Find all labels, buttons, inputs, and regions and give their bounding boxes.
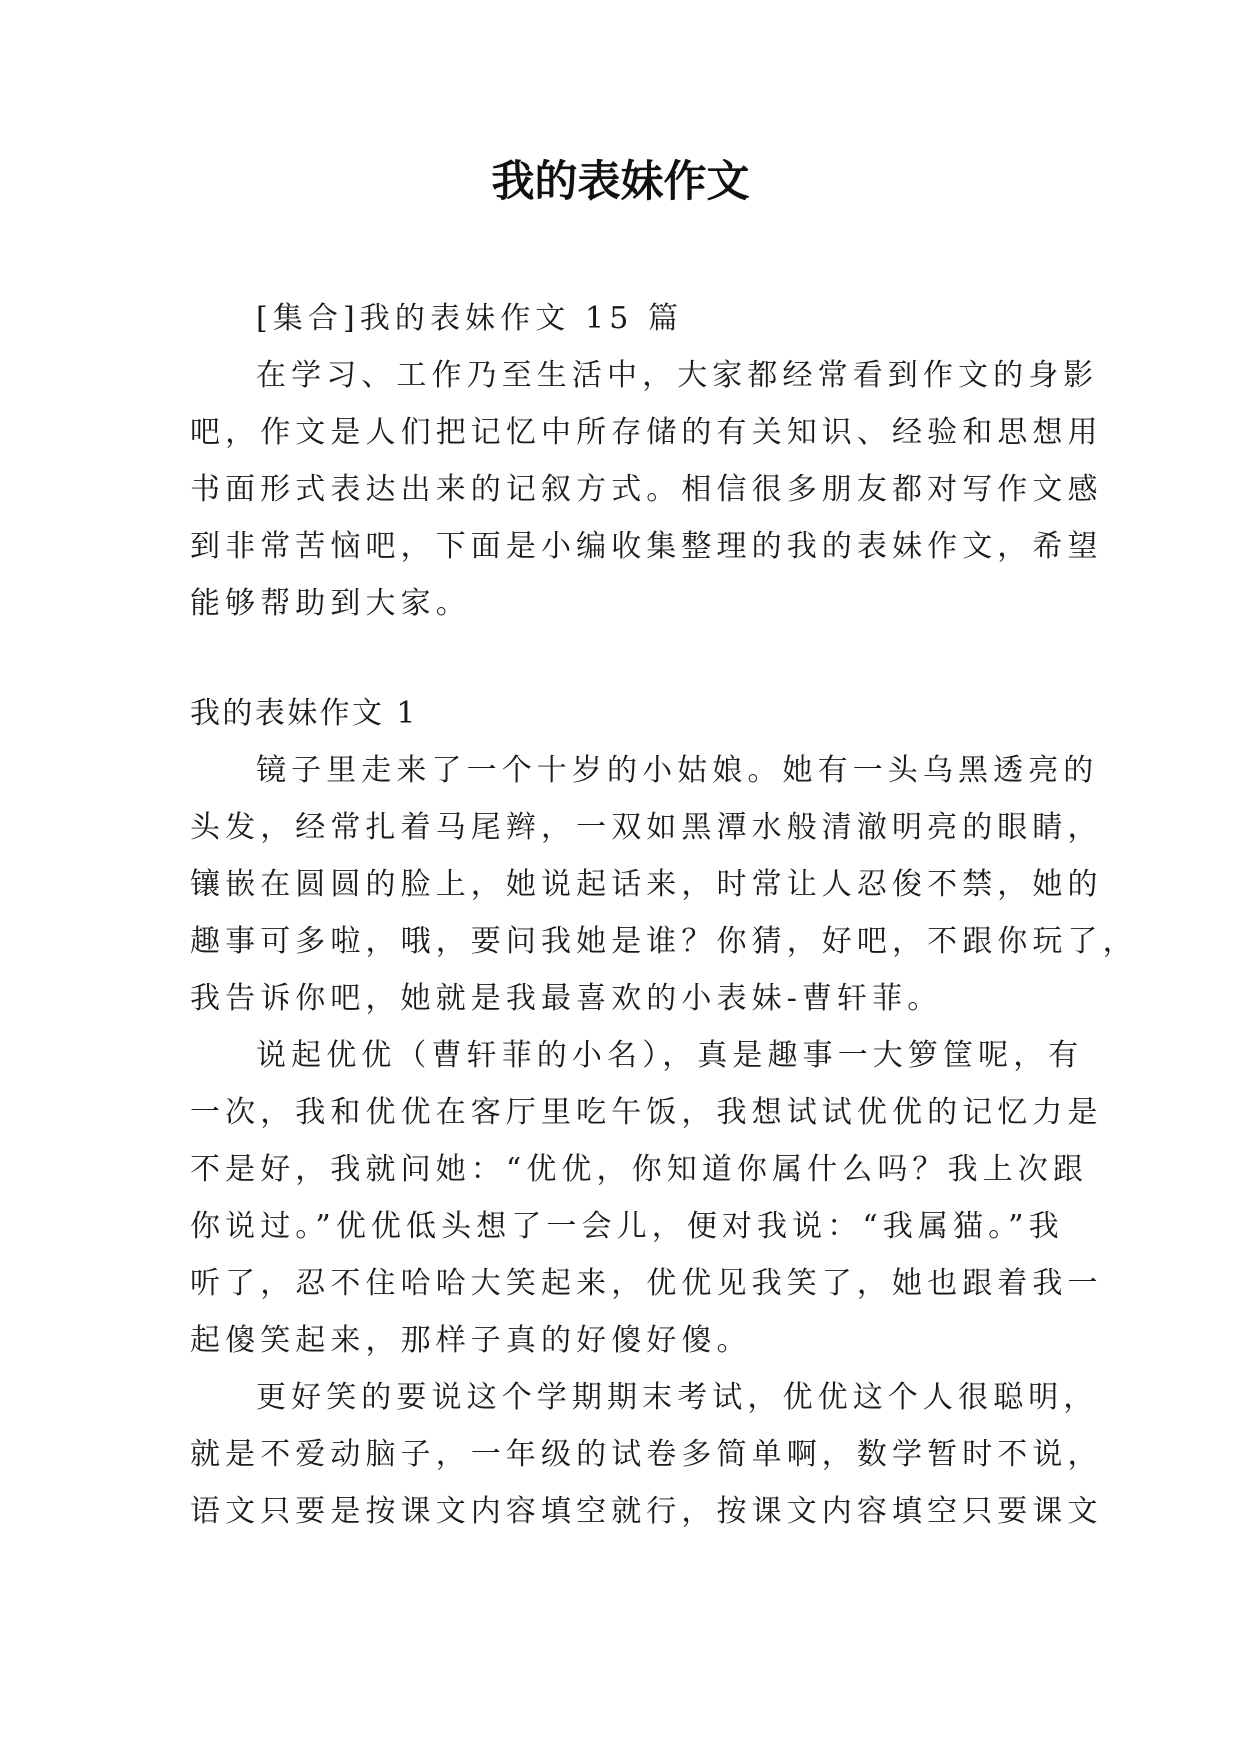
intro-line: 到非常苦恼吧，下面是小编收集整理的我的表妹作文，希望 <box>190 529 1103 564</box>
paragraph-1 <box>190 742 1138 1027</box>
document-body <box>190 290 1138 1540</box>
paragraph-line: 更好笑的要说这个学期期末考试，优优这个人很聪明， <box>256 1380 1099 1415</box>
document-subtitle: [集合]我的表妹作文 15 篇 <box>256 301 684 336</box>
section-heading: 我的表妹作文 1 <box>190 696 418 731</box>
paragraph-line: 语文只要是按课文内容填空就行，按课文内容填空只要课文 <box>190 1494 1103 1529</box>
intro-line: 能够帮助到大家。 <box>190 586 471 621</box>
document-title: 我的表妹作文 <box>491 157 750 207</box>
intro-line: 在学习、工作乃至生活中，大家都经常看到作文的身影 <box>256 358 1099 393</box>
section-gap <box>190 632 1050 685</box>
paragraph-line: 你说过。”优优低头想了一会儿，便对我说：“我属猫。”我 <box>190 1209 1064 1244</box>
paragraph-line: 我告诉你吧，她就是我最喜欢的小表妹-曹轩菲。 <box>190 981 943 1016</box>
intro-paragraph <box>190 347 1103 632</box>
paragraph-3 <box>190 1369 1103 1540</box>
paragraph-line: 听了，忍不住哈哈大笑起来，优优见我笑了，她也跟着我一 <box>190 1266 1103 1301</box>
paragraph-line: 一次，我和优优在客厅里吃午饭，我想试试优优的记忆力是 <box>190 1095 1103 1130</box>
intro-line: 书面形式表达出来的记叙方式。相信很多朋友都对写作文感 <box>190 472 1103 507</box>
paragraph-line: 趣事可多啦，哦，要问我她是谁？你猜，好吧，不跟你玩了， <box>190 924 1138 959</box>
paragraph-line: 说起优优（曹轩菲的小名），真是趣事一大箩筐呢，有 <box>256 1038 1084 1073</box>
paragraph-line: 头发，经常扎着马尾辫，一双如黑潭水般清澈明亮的眼睛， <box>190 810 1103 845</box>
paragraph-2 <box>190 1027 1103 1369</box>
paragraph-line: 镜子里走来了一个十岁的小姑娘。她有一头乌黑透亮的 <box>256 753 1099 788</box>
paragraph-line: 就是不爱动脑子，一年级的试卷多简单啊，数学暂时不说， <box>190 1437 1103 1472</box>
paragraph-line: 起傻笑起来，那样子真的好傻好傻。 <box>190 1323 752 1358</box>
intro-line: 吧，作文是人们把记忆中所存储的有关知识、经验和思想用 <box>190 415 1103 450</box>
paragraph-line: 镶嵌在圆圆的脸上，她说起话来，时常让人忍俊不禁，她的 <box>190 867 1103 902</box>
paragraph-line: 不是好，我就问她：“优优，你知道你属什么吗？我上次跟 <box>190 1152 1088 1187</box>
